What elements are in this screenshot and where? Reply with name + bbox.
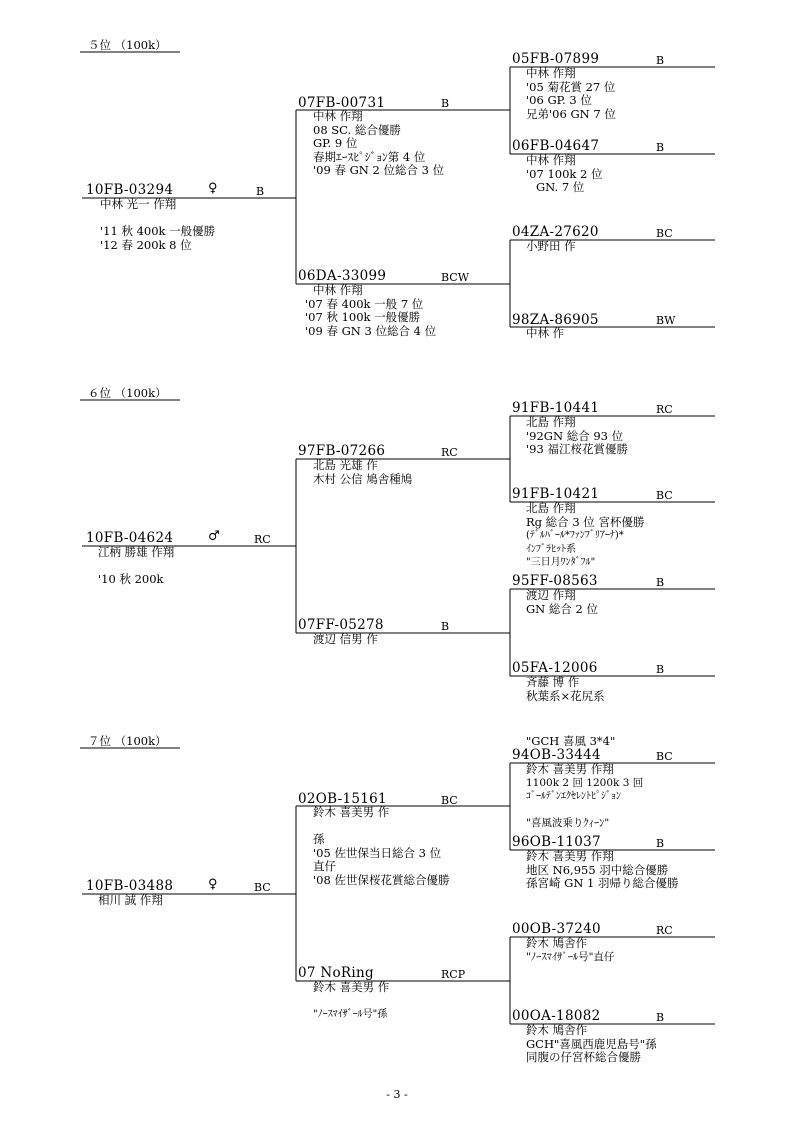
dam-dam-ring-number: 98ZA-86905 [512,312,599,328]
subject-notes: 中林 光一 作翔 '11 秋 400k 一般優勝 '12 春 200k 8 位 [100,197,216,252]
dam-sire-color: RC [656,924,673,937]
dam-dam-ring-number: 00OA-18082 [512,1008,601,1024]
dam-color: RCP [441,968,466,981]
sire-ring-number: 02OB-15161 [298,791,387,807]
sire-dam-ring-number: 06FB-04647 [512,138,600,154]
dam-dam-notes: 中林 作 [526,326,565,340]
sire-sire-color: BC [656,750,673,763]
sire-sire-notes: 鈴木 喜美男 作翔 1100k 2 回 1200k 3 回 ｺﾞｰﾙﾃﾞﾝｴｸｾﾚﾝﾄﾋﾟｼﾞｮﾝ "喜風波乗りｸｨｰﾝ" [526,762,644,829]
sire-dam-notes: 北島 作翔 Rg 総合 3 位 宮杯優勝 (ﾃﾞﾙﾊﾞｰﾙ*ﾌｧﾝﾌﾞﾘｱｰﾅ)* ｲﾝﾌﾞﾗﾋｯﾄ系 "三日月ﾜﾝﾀﾞﾌﾙ" [526,501,645,568]
sire-sire-notes: 北島 作翔 '92GN 総合 93 位 '93 福江桜花賞優勝 [526,415,628,456]
sire-dam-notes: 中林 作翔 '07 100k 2 位 GN. 7 位 [526,153,603,194]
dam-sire-ring-number: 04ZA-27620 [512,224,599,240]
sex-symbol: ♂ [208,529,220,544]
dam-sire-color: BC [656,227,673,240]
sire-notes: 北島 光雄 作 木村 公信 鳩舎種鳩 [313,458,413,486]
dam-sire-notes: 小野田 作 [526,239,576,253]
subject-ring-number: 10FB-04624 [86,530,174,546]
subject-ring-number: 10FB-03294 [86,182,174,198]
dam-sire-notes: 渡辺 作翔 GN 総合 2 位 [526,588,599,616]
dam-notes: 渡辺 信男 作 [313,632,378,646]
dam-ring-number: 07FF-05278 [298,617,384,633]
sire-color: B [441,97,450,110]
sire-sire-ring-number: 05FB-07899 [512,51,600,67]
sex-symbol: ♀ [208,181,218,196]
sire-sire-notes: 中林 作翔 '05 菊花賞 27 位 '06 GP. 3 位 兄弟'06 GN 7 位 [526,66,616,121]
dam-sire-color: B [656,576,665,589]
dam-dam-color: BW [656,314,676,327]
dam-ring-number: 07 NoRing [298,965,374,981]
sire-dam-color: B [656,837,665,850]
dam-sire-notes: 鈴木 鳩舎作 "ﾉｰｽﾏｲｻﾞｰﾙ号"直仔 [526,936,615,963]
sire-dam-notes: 鈴木 喜美男 作翔 地区 N6,955 羽中総合優勝 孫宮崎 GN 1 羽帰り総合優勝 [526,849,679,890]
sire-sire-ring-number: 91FB-10441 [512,400,600,416]
sire-dam-color: BC [656,489,673,502]
dam-dam-notes: 鈴木 鳩舎作 GCH"喜風西鹿児島号"孫 同腹の仔宮杯総合優勝 [526,1023,657,1064]
dam-color: BCW [441,271,470,284]
sire-ring-number: 07FB-00731 [298,95,386,111]
dam-dam-color: B [656,1011,665,1024]
sire-sire-color: RC [656,403,673,416]
subject-notes: 江柄 勝雄 作翔 '10 秋 200k [98,545,175,586]
sire-color: RC [441,446,458,459]
subject-color: RC [254,533,271,546]
dam-ring-number: 06DA-33099 [298,268,387,284]
page-number: - 3 - [386,1088,408,1101]
dam-sire-ring-number: 00OB-37240 [512,921,601,937]
sire-sire-ring-number: 94OB-33444 [512,747,601,763]
sire-notes: 鈴木 喜美男 作 孫 '05 佐世保当日総合 3 位 直仔 '08 佐世保桜花賞総合優勝 [313,805,450,887]
subject-ring-number: 10FB-03488 [86,878,174,894]
subject-color: BC [254,881,271,894]
dam-dam-color: B [656,663,665,676]
dam-dam-ring-number: 05FA-12006 [512,660,598,676]
subject-color: B [256,185,265,198]
sire-dam-color: B [656,141,665,154]
sire-dam-ring-number: 91FB-10421 [512,486,600,502]
dam-notes: 鈴木 喜美男 作 "ﾉｰｽﾏｲｻﾞｰﾙ号"孫 [313,980,390,1020]
sire-sire-prefix-note: "GCH 喜風 3*4" [526,734,616,748]
sire-color: BC [441,794,458,807]
dam-dam-notes: 斉藤 博 作 秋葉系×花尻系 [526,675,605,703]
subject-notes: 相川 誠 作翔 [98,893,163,907]
sex-symbol: ♀ [208,877,218,892]
sire-sire-color: B [656,54,665,67]
sire-ring-number: 97FB-07266 [298,443,386,459]
dam-sire-ring-number: 95FF-08563 [512,573,598,589]
sire-dam-ring-number: 96OB-11037 [512,834,601,850]
section-header: ５位 （100k） [88,38,167,52]
dam-color: B [441,620,450,633]
section-header: ６位 （100k） [88,386,167,400]
section-header: ７位 （100k） [88,734,167,748]
sire-notes: 中林 作翔 08 SC. 総合優勝 GP. 9 位 春期ｴｰｽﾋﾟｼﾞｮﾝ第 4 位 '09 春 GN 2 位総合 3 位 [313,109,445,177]
dam-notes: 中林 作翔 '07 春 400k 一般 7 位 '07 秋 100k 一般優勝 '09 春 GN 3 位総合 4 位 [305,283,437,338]
